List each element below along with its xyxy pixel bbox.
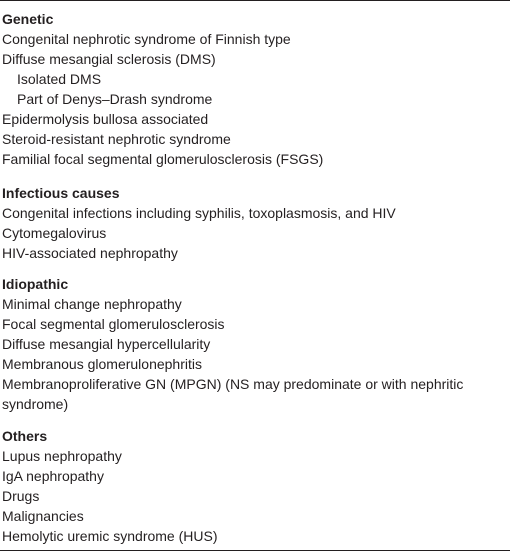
list-item: Membranoproliferative GN (MPGN) (NS may predominate or with nephritic syndrome): [2, 376, 464, 412]
section-others: [0, 426, 510, 546]
section-infectious-causes: [0, 183, 510, 263]
section-heading: Infectious causes: [2, 185, 120, 201]
section-idiopathic: [0, 274, 510, 414]
section-heading: Idiopathic: [2, 276, 69, 292]
section-heading: Others: [2, 428, 48, 444]
list-item: Diffuse mesangial sclerosis (DMS): [2, 51, 216, 67]
list-item: Focal segmental glomerulosclerosis: [2, 316, 225, 332]
list-item: Lupus nephropathy: [2, 448, 122, 464]
section-genetic: [0, 9, 510, 169]
list-item: Epidermolysis bullosa associated: [2, 111, 209, 127]
list-item: Malignancies: [2, 508, 84, 524]
section-heading: Genetic: [2, 11, 54, 27]
list-item: Familial focal segmental glomerulosclerosis (FSGS): [2, 151, 324, 167]
list-item: Drugs: [2, 488, 40, 504]
list-subitem: Part of Denys–Drash syndrome: [17, 91, 213, 107]
list-item: Congenital nephrotic syndrome of Finnish type: [2, 31, 291, 47]
list-item: Steroid-resistant nephrotic syndrome: [2, 131, 231, 147]
list-item: Cytomegalovirus: [2, 225, 107, 241]
list-subitem: Isolated DMS: [17, 71, 102, 87]
list-item: Hemolytic uremic syndrome (HUS): [2, 528, 218, 544]
list-item: Congenital infections including syphilis, toxoplasmosis, and HIV: [2, 205, 396, 221]
list-item: HIV-associated nephropathy: [2, 245, 178, 261]
list-item: IgA nephropathy: [2, 468, 104, 484]
list-item: Diffuse mesangial hypercellularity: [2, 336, 211, 352]
list-item: Membranous glomerulonephritis: [2, 356, 202, 372]
list-item: Minimal change nephropathy: [2, 296, 182, 312]
